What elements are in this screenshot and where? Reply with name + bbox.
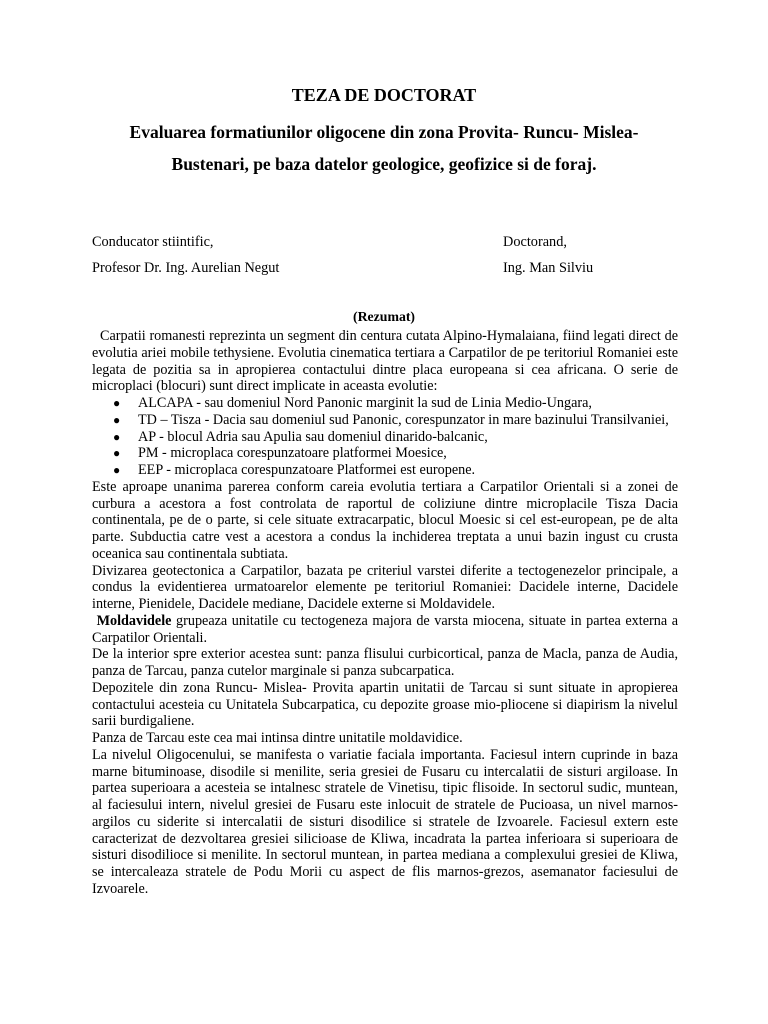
list-item-text: TD – Tisza - Dacia sau domeniul sud Panonic, corespunzator in mare bazinului Transilvaniei, — [138, 411, 669, 428]
tarcau-paragraph: Panza de Tarcau este cea mai intinsa dintre unitatile moldavidice. — [92, 730, 463, 746]
document-subtitle — [0, 116, 768, 180]
division-paragraph: Divizarea geotectonica a Carpatilor, bazata pe criteriul varstei diferite a tectogenezelor principale, a condus la evidentierea urmatoarelor elemente pe teritoriul Romaniei: Dacidele interne, Dacidele interne, Pienidele, Dacidele mediane, Dacidele externe si Moldavidele. — [92, 562, 678, 612]
interior-paragraph: De la interior spre exterior acestea sunt: panza flisului curbicortical, panza de Macla, panza de Audia, panza de Tarcau, panza cutelor marginale si panza subcarpatica. — [92, 646, 678, 679]
list-item — [92, 395, 678, 412]
moldavide-text: grupeaza unitatile cu tectogeneza majora de varsta miocena, situate in partea externa a Carpatilor Orientali. — [92, 612, 678, 646]
bullet-icon: ● — [113, 412, 121, 427]
microplate-list — [92, 395, 678, 479]
oligocene-paragraph: La nivelul Oligocenului, se manifesta o variatie faciala importanta. Faciesul intern cuprinde in baza marne bituminoase, disodile si menilite, seria gresiei de Fusaru cu intercalatii de sisturi argiloase. In partea superioara a acesteia se intalnesc stratele de Vinetisu, tipic flisoide. In sectorul sudic, muntean, al faciesului intern, nivelul gresiei de Fusaru este inlocuit de stratele de Pucioasa, un nivel marnos-argilos cu siderite si intercalatii de sisturi disodilice si stratele de Izvoarele. Faciesul extern este caracterizat de dezvoltarea gresiei silicioase de Kliwa, incadrata la partea inferioara si superioara de sisturi disodilioce si menilite. In sectorul muntean, in partea mediana a complexului gresiei de Kliwa, se intercaleaza stratele de Podu Morii cu aspect de flis marnos-grezos, asemanator faciesului de Izvoarele. — [92, 746, 678, 897]
abstract-heading: (Rezumat) — [352, 309, 416, 324]
bullet-icon: ● — [113, 463, 121, 477]
list-item — [92, 412, 678, 429]
list-item-text: EEP - microplaca corespunzatoare Platformei est europene. — [138, 462, 476, 478]
candidate-label: Doctorand, — [503, 234, 567, 250]
abstract-body — [92, 328, 678, 898]
list-item-text: AP - blocul Adria sau Apulia sau domeniul dinarido-balcanic, — [138, 428, 488, 445]
moldavide-paragraph — [92, 613, 678, 647]
list-item — [92, 445, 678, 462]
list-item-text: PM - microplaca corespunzatoare platformei Moesice, — [138, 445, 447, 462]
document-title: TEZA DE DOCTORAT — [291, 85, 477, 105]
bullet-icon: ● — [113, 429, 121, 444]
bullet-icon: ● — [113, 396, 121, 410]
advisor-name: Profesor Dr. Ing. Aurelian Negut — [92, 260, 280, 276]
candidate-name: Ing. Man Silviu — [503, 260, 594, 276]
intro-paragraph: Carpatii romanesti reprezinta un segment din centura cutata Alpino-Hymalaiana, fiind legati direct de evolutia ariei mobile tethysiene. Evolutia cinematica tertiara a Carpatilor de pe teritoriul Romaniei este legata de pozitia sa in apropierea contactului dintre placa europeana si cea africana. O serie de microplaci (blocuri) sunt direct implicate in aceasta evolutie: — [92, 328, 678, 395]
subtitle-line-2: Bustenari, pe baza datelor geologice, geofizice si de foraj. — [171, 154, 597, 174]
subtitle-line-1: Evaluarea formatiunilor oligocene din zona Provita- Runcu- Mislea- — [129, 122, 639, 142]
bullet-icon: ● — [113, 446, 121, 461]
deposits-paragraph: Depozitele din zona Runcu- Mislea- Provita apartin unitatii de Tarcau si sunt situate in apropierea contactului acesteia cu Unitatela Subcarpatica, cu depozite groase mio-pliocene si diapirism la nivelul sarii burdigaliene. — [92, 679, 678, 730]
evolution-paragraph: Este aproape unanima parerea conform careia evolutia tertiara a Carpatilor Orientali si a zonei de curbura a acestora a fost controlata de raportul de coliziune dintre microplacile Tisza Dacia continentala, pe de o parte, si cele situate extracarpatic, blocul Moesic si cel est-european, pe de alta parte. Subductia catre vest a acestora a condus la inchiderea treptata a unui bazin ingust cu crusta oceanica sau continentala subtiata. — [92, 478, 678, 562]
list-item — [92, 462, 678, 479]
list-item — [92, 429, 678, 446]
moldavide-term: Moldavidele — [96, 612, 172, 629]
list-item-text: ALCAPA - sau domeniul Nord Panonic marginit la sud de Linia Medio-Ungara, — [138, 395, 592, 411]
advisor-label: Conducator stiintific, — [92, 234, 214, 250]
